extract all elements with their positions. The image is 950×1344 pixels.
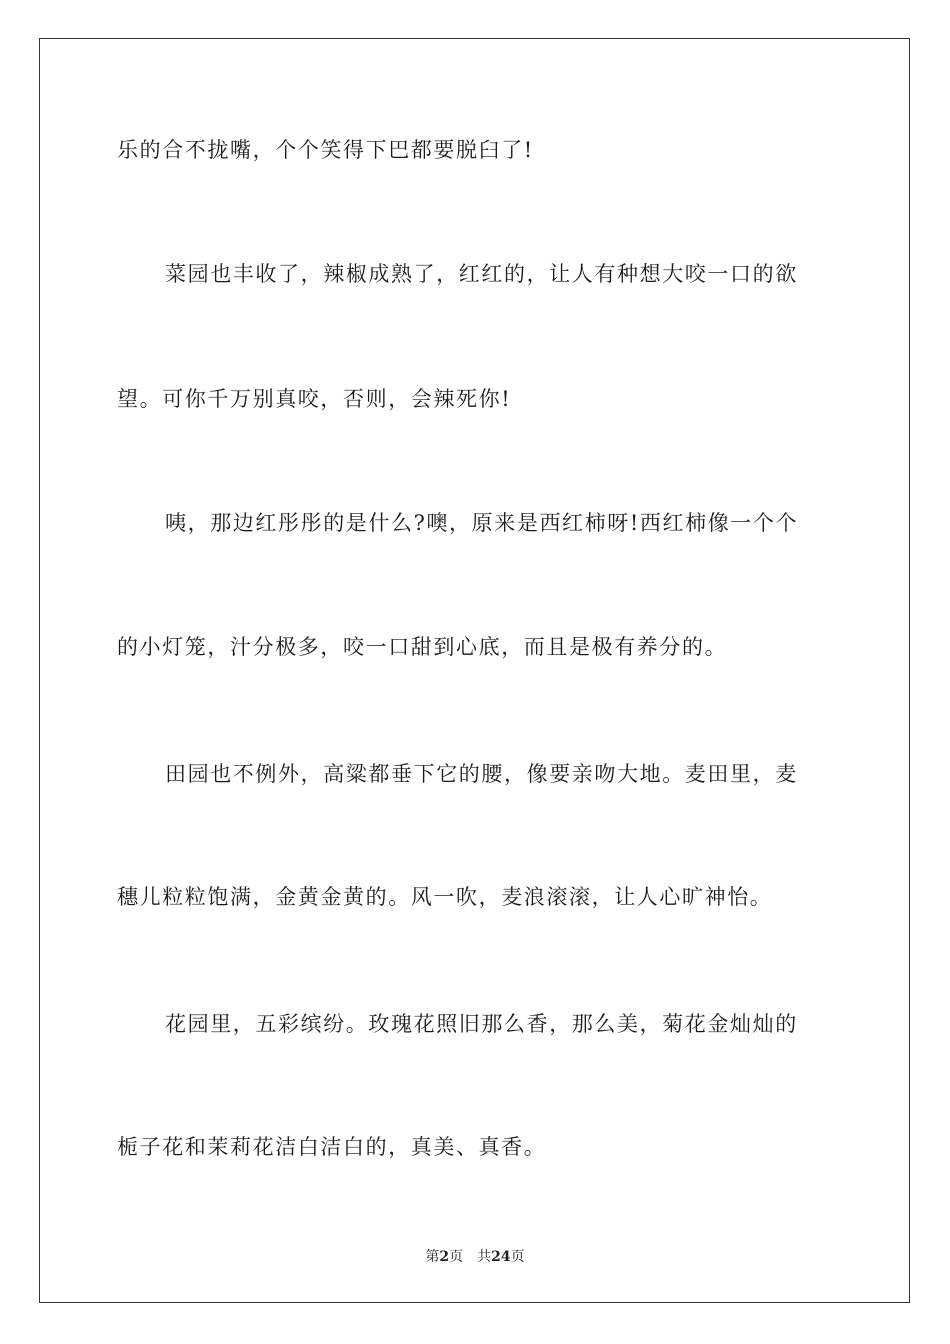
footer-total-prefix: 共 (477, 1249, 492, 1265)
text-line-8: 花园里，五彩缤纷。玫瑰花照旧那么香，那么美，菊花金灿灿的 (165, 1012, 798, 1036)
text-line-2: 菜园也丰收了，辣椒成熟了，红红的，让人有种想大咬一口的欲 (165, 262, 798, 286)
text-line-7: 穗儿粒粒饱满，金黄金黄的。风一吹，麦浪滚滚，让人心旷神怡。 (117, 885, 773, 909)
footer-total-pages: 24 (491, 1249, 511, 1265)
page-footer (0, 1247, 950, 1267)
text-line-3: 望。可你千万别真咬，否则，会辣死你! (117, 387, 512, 411)
text-line-5: 的小灯笼，汁分极多，咬一口甜到心底，而且是极有养分的。 (117, 635, 728, 659)
footer-total-suffix: 页 (510, 1249, 525, 1265)
page-frame (39, 38, 910, 1303)
text-line-4: 咦，那边红彤彤的是什么?噢，原来是西红柿呀!西红柿像一个个 (165, 511, 799, 535)
text-line-6: 田园也不例外，高粱都垂下它的腰，像要亲吻大地。麦田里，麦 (165, 762, 798, 786)
text-line-9: 栀子花和茉莉花洁白洁白的，真美、真香。 (117, 1135, 547, 1159)
footer-page-suffix: 页 (449, 1249, 464, 1265)
footer-page-prefix: 第 (425, 1249, 440, 1265)
footer-page-number: 2 (439, 1249, 450, 1265)
text-line-1: 乐的合不拢嘴，个个笑得下巴都要脱臼了! (117, 138, 534, 162)
